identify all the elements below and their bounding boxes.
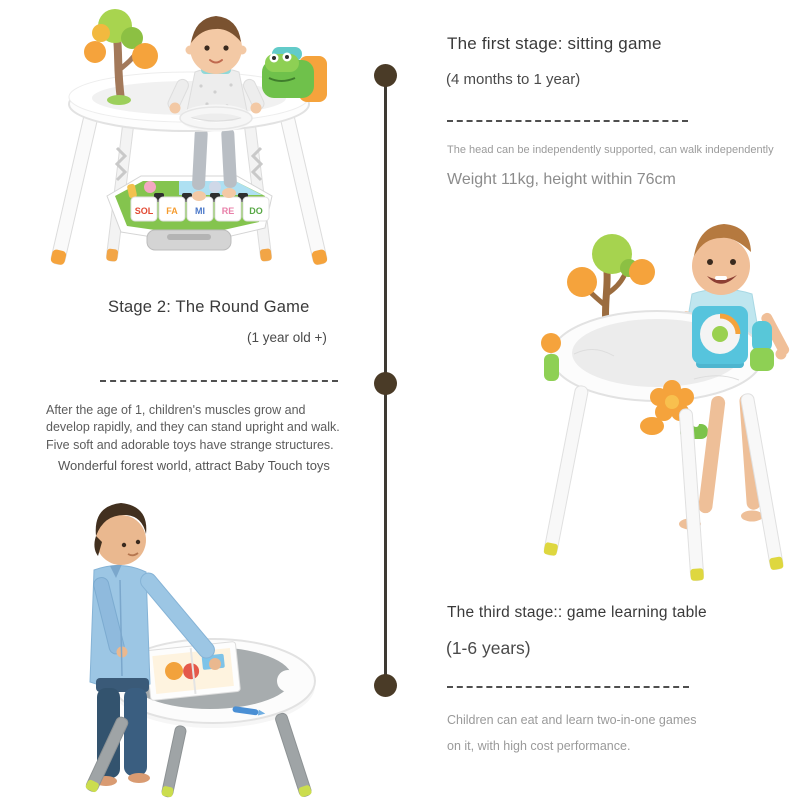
stage2-product-photo — [524, 194, 800, 584]
piano-key-label-fa: FA — [166, 206, 178, 216]
stage3-age-range: (1-6 years) — [446, 638, 531, 658]
stage1-spec: Weight 11kg, height within 76cm — [447, 171, 676, 188]
stage1-age-range: (4 months to 1 year) — [446, 71, 581, 88]
stage2-divider — [100, 380, 338, 382]
stage3-product-photo — [18, 478, 353, 800]
piano-key-label-re: RE — [221, 206, 235, 216]
stage2-description: After the age of 1, children's muscles grow and develop rapidly, and they can stand upright and walk. Five soft and adorable toys have strange structures. — [46, 403, 340, 452]
piano-key-label-sol: SOL — [134, 206, 154, 216]
piano-key-label-do: DO — [249, 206, 263, 216]
bounce-springs — [117, 148, 261, 180]
stage1-title: The first stage: sitting game — [447, 34, 662, 53]
stage1-product-photo — [28, 0, 350, 293]
stage2-title: Stage 2: The Round Game — [108, 298, 310, 316]
stage2-tagline: Wonderful forest world, attract Baby Touch toys — [58, 458, 330, 473]
stage3-divider — [447, 686, 689, 688]
stage2-age-range: (1 year old +) — [247, 330, 327, 345]
left-edge-toy — [541, 333, 561, 381]
right-edge-toy — [750, 321, 774, 371]
clock-toy — [692, 306, 748, 368]
crocodile-toy — [262, 47, 327, 102]
timeline-dot-stage1 — [374, 64, 397, 87]
stage3-description: Children can eat and learn two-in-one games on it, with high cost performance. — [447, 713, 697, 753]
timeline-dot-stage2 — [374, 372, 397, 395]
stage3-title: The third stage:: game learning table — [447, 604, 707, 621]
piano-key-label-mi: MI — [195, 206, 205, 216]
picture-book — [146, 641, 241, 700]
stage1-note: The head can be independently supported, can walk independently — [447, 144, 774, 156]
stage1-divider — [447, 120, 688, 122]
timeline-dot-stage3 — [374, 674, 397, 697]
piano-mat — [107, 176, 272, 250]
